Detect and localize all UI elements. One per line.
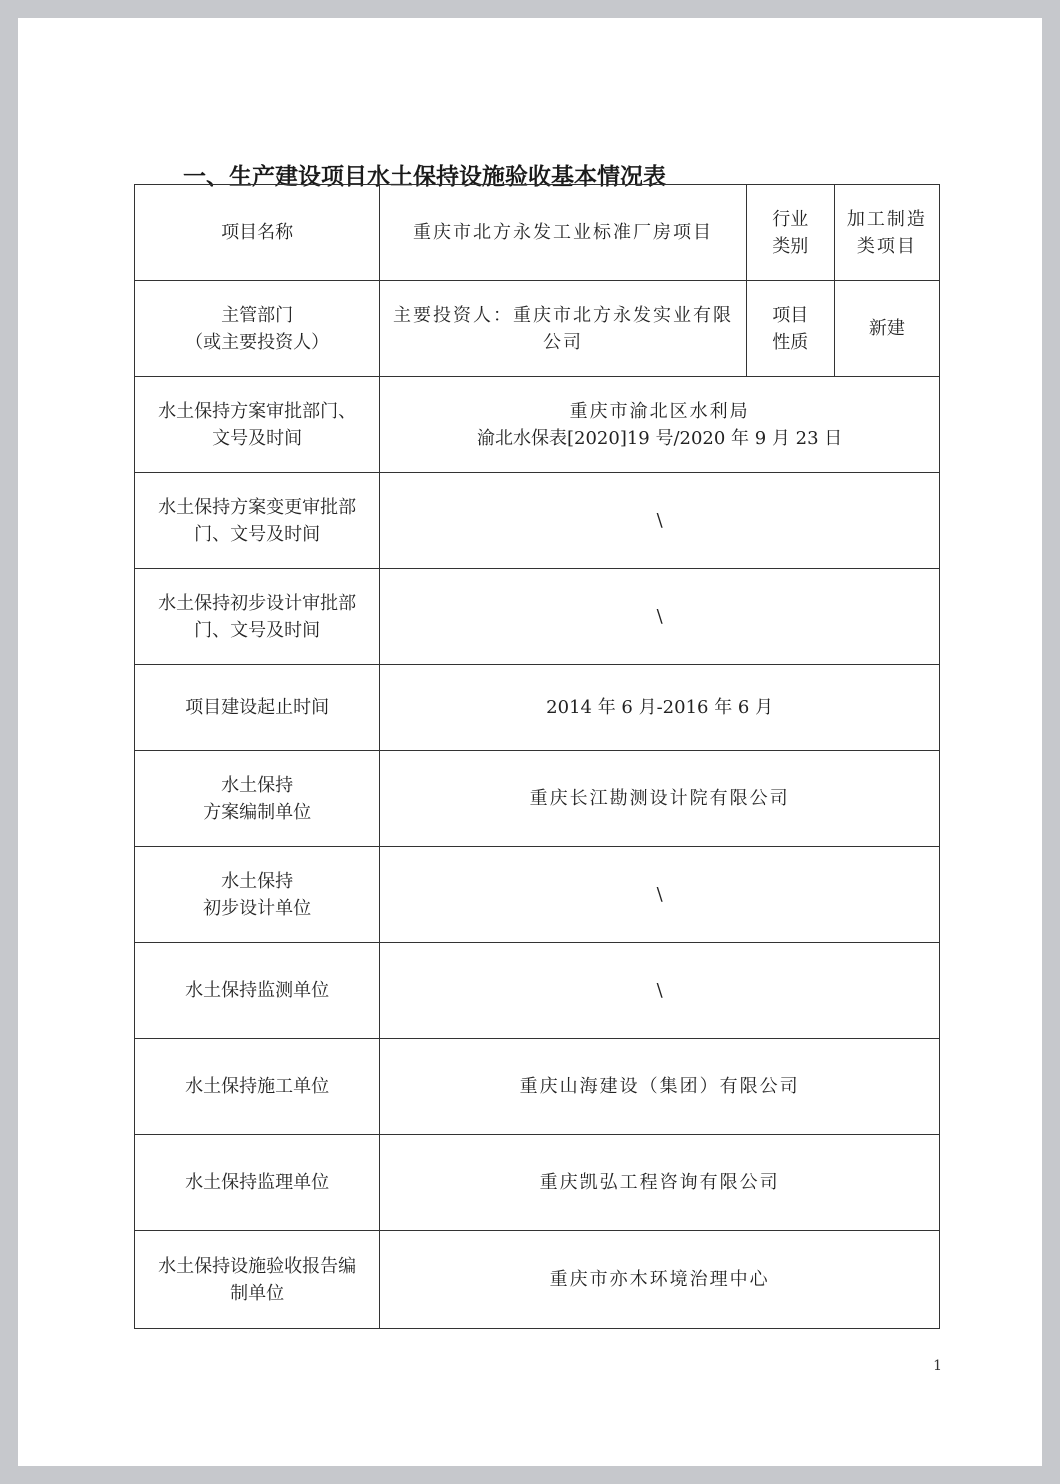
plan-change-value: \ xyxy=(380,473,940,569)
table-row-construction-period xyxy=(135,665,940,751)
authority-label: 主管部门 （或主要投资人） xyxy=(135,281,380,377)
supervision-unit-label: 水土保持监理单位 xyxy=(135,1135,380,1231)
monitoring-unit-label: 水土保持监测单位 xyxy=(135,943,380,1039)
plan-compiler-label: 水土保持 方案编制单位 xyxy=(135,751,380,847)
project-nature-label: 项目 性质 xyxy=(746,281,834,377)
project-name-label: 项目名称 xyxy=(135,185,380,281)
table-row-preliminary-design xyxy=(135,569,940,665)
preliminary-design-value: \ xyxy=(380,569,940,665)
report-compiler-value: 重庆市亦木环境治理中心 xyxy=(380,1231,940,1329)
table-row-plan-change xyxy=(135,473,940,569)
plan-approval-value: 重庆市渝北区水利局 渝北水保表[2020]19 号/2020 年 9 月 23 日 xyxy=(380,377,940,473)
preliminary-design-label: 水土保持初步设计审批部 门、文号及时间 xyxy=(135,569,380,665)
table-row-report-compiler xyxy=(135,1231,940,1329)
table-row-authority xyxy=(135,281,940,377)
industry-category-value: 加工制造 类项目 xyxy=(834,185,939,281)
table-row-plan-approval xyxy=(135,377,940,473)
construction-unit-value: 重庆山海建设（集团）有限公司 xyxy=(380,1039,940,1135)
design-unit-label: 水土保持 初步设计单位 xyxy=(135,847,380,943)
plan-approval-label: 水土保持方案审批部门、 文号及时间 xyxy=(135,377,380,473)
table-row-project-name xyxy=(135,185,940,281)
plan-change-label: 水土保持方案变更审批部 门、文号及时间 xyxy=(135,473,380,569)
report-compiler-label: 水土保持设施验收报告编 制单位 xyxy=(135,1231,380,1329)
construction-period-label: 项目建设起止时间 xyxy=(135,665,380,751)
construction-period-value: 2014 年 6 月-2016 年 6 月 xyxy=(380,665,940,751)
table-row-construction-unit xyxy=(135,1039,940,1135)
monitoring-unit-value: \ xyxy=(380,943,940,1039)
industry-category-label: 行业 类别 xyxy=(746,185,834,281)
page-title: 一、生产建设项目水土保持设施验收基本情况表 xyxy=(183,164,666,190)
table-row-plan-compiler xyxy=(135,751,940,847)
basic-info-table xyxy=(134,184,940,1329)
construction-unit-label: 水土保持施工单位 xyxy=(135,1039,380,1135)
plan-compiler-value: 重庆长江勘测设计院有限公司 xyxy=(380,751,940,847)
table-row-design-unit xyxy=(135,847,940,943)
supervision-unit-value: 重庆凯弘工程咨询有限公司 xyxy=(380,1135,940,1231)
project-nature-value: 新建 xyxy=(834,281,939,377)
table-row-monitoring-unit xyxy=(135,943,940,1039)
design-unit-value: \ xyxy=(380,847,940,943)
document-page xyxy=(18,18,1042,1466)
authority-value: 主要投资人：重庆市北方永发实业有限 公司 xyxy=(380,281,746,377)
table-row-supervision-unit xyxy=(135,1135,940,1231)
project-name-value: 重庆市北方永发工业标准厂房项目 xyxy=(380,185,746,281)
page-number: 1 xyxy=(933,1358,942,1374)
